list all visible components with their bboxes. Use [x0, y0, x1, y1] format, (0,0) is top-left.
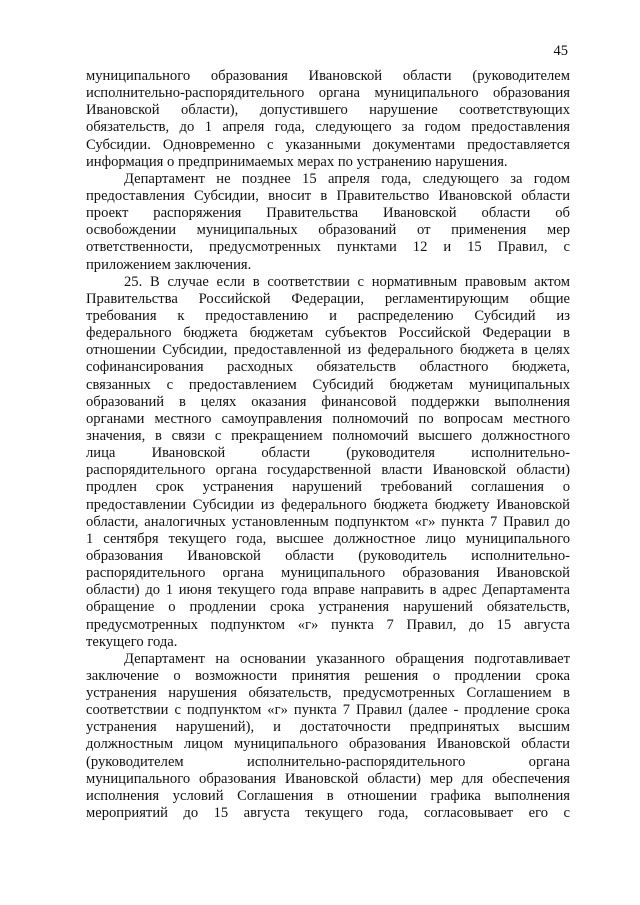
- text-line: продлен срок устранения нарушений требований соглашения о: [86, 479, 570, 496]
- text-line: распорядительного органа государственной власти Ивановской области): [86, 462, 570, 479]
- text-line: предоставления Субсидии, вносит в Правительство Ивановской области: [86, 187, 570, 204]
- text-line: отношении Субсидии, предоставленной из федерального бюджета в целях: [86, 342, 570, 359]
- document-body: [86, 68, 570, 822]
- text-line: Субсидии. Одновременно с указанными документами предоставляется: [86, 136, 570, 153]
- text-line: области, аналогичных установленным подпунктом «г» пункта 7 Правил до: [86, 513, 570, 530]
- text-line: обращение о продлении срока устранения нарушений обязательств,: [86, 599, 570, 616]
- text-line: связанных с предоставлением Субсидий бюджетам муниципальных: [86, 376, 570, 393]
- text-line: предоставлении Субсидии из федерального бюджета бюджету Ивановской: [86, 496, 570, 513]
- text-line: образований в целях оказания финансовой поддержки выполнения: [86, 393, 570, 410]
- text-line: Ивановской области), допустившего нарушение соответствующих: [86, 102, 570, 119]
- text-line: проект распоряжения Правительства Ивановской области об: [86, 205, 570, 222]
- text-line: распорядительного органа муниципального образования Ивановской: [86, 565, 570, 582]
- text-line: заключение о возможности принятия решения о продлении срока: [86, 667, 570, 684]
- page-number: 45: [553, 43, 568, 59]
- text-line: образования Ивановской области (руководитель исполнительно-: [86, 547, 570, 564]
- text-line: устранения нарушений), и достаточности предпринятых высшим: [86, 719, 570, 736]
- paragraph: [86, 651, 570, 822]
- text-line: муниципального образования Ивановской области (руководителем: [86, 68, 570, 84]
- text-line: текущего года.: [86, 633, 178, 650]
- text-line: предусмотренных подпунктом «г» пункта 7 Правил, до 15 августа: [86, 616, 570, 633]
- text-line: 25. В случае если в соответствии с нормативным правовым актом: [124, 273, 570, 290]
- text-line: ответственности, предусмотренных пунктами 12 и 15 Правил, с: [86, 239, 570, 256]
- text-line: области) до 1 июня текущего года вправе направить в адрес Департамента: [86, 582, 570, 599]
- text-line: софинансирования расходных обязательств областного бюджета,: [86, 359, 570, 376]
- text-line: муниципального образования Ивановской области) мер для обеспечения: [86, 770, 570, 787]
- text-line: обязательств, до 1 апреля года, следующего за годом предоставления: [86, 119, 570, 136]
- text-line: Департамент на основании указанного обращения подготавливает: [124, 650, 570, 667]
- paragraph: [86, 274, 570, 651]
- text-line: Департамент не позднее 15 апреля года, следующего за годом: [124, 170, 570, 187]
- text-line: исполнения условий Соглашения в отношении графика выполнения: [86, 787, 570, 804]
- text-line: информация о предпринимаемых мерах по устранению нарушения.: [86, 153, 508, 170]
- text-line: устранения нарушения обязательств, предусмотренных Соглашением в: [86, 685, 570, 702]
- text-line: органами местного самоуправления полномочий по вопросам местного: [86, 410, 570, 427]
- text-line: исполнительно-распорядительного органа муниципального образования: [86, 85, 570, 102]
- text-line: приложением заключения.: [86, 256, 252, 273]
- text-line: лица Ивановской области (руководителя исполнительно-: [86, 445, 570, 462]
- text-line: освобождении муниципальных образований от применения мер: [86, 222, 570, 239]
- text-line: соответствии с подпунктом «г» пункта 7 Правил (далее - продление срока: [86, 702, 570, 719]
- text-line: 1 сентября текущего года, высшее должностное лицо муниципального: [86, 530, 570, 547]
- text-line: Правительства Российской Федерации, регламентирующим общие: [86, 290, 570, 307]
- text-line: должностным лицом муниципального образования Ивановской области: [86, 736, 570, 753]
- text-line: федерального бюджета бюджетам субъектов Российской Федерации в: [86, 325, 570, 342]
- text-line: (руководителем исполнительно-распорядительного органа: [86, 753, 570, 770]
- text-line: требования к предоставлению и распределению Субсидий из: [86, 307, 570, 324]
- paragraph: [86, 171, 570, 274]
- paragraph: [86, 68, 570, 171]
- text-line: мероприятий до 15 августа текущего года, согласовывает его с: [86, 805, 570, 822]
- text-line: значения, в связи с прекращением полномочий высшего должностного: [86, 427, 570, 444]
